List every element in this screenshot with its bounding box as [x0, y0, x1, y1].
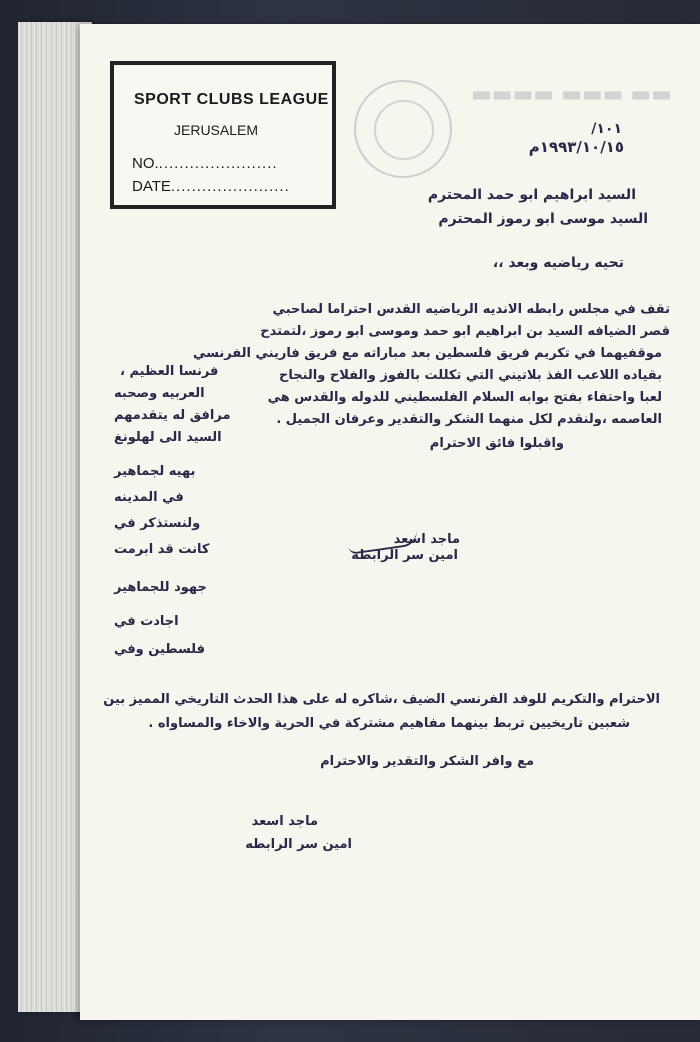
fragment-8: كانت قد ابرمت: [114, 542, 210, 557]
stamp-date-label: DATE: [132, 178, 171, 195]
closing-remark: واقبلوا فائق الاحترام: [429, 436, 564, 451]
body-line-2: قصر الضيافه السيد بن ابراهيم ابو حمد وموسى ابو رموز ،لتمتدح: [260, 324, 670, 339]
fragment-6: في المدينه: [114, 490, 184, 505]
stamp-number-field: [132, 155, 278, 172]
signatory-title: امين سر الرابطه: [351, 548, 458, 563]
lower-fragment-3: فلسطين وفي: [114, 642, 205, 657]
signatory2-title: امين سر الرابطه: [245, 837, 352, 852]
fragment-7: ولنستذكر في: [114, 516, 201, 531]
body-line-5: لعبا واحتفاء بفتح بوابه السلام الفلسطيني للدوله والقدس هي: [267, 390, 662, 405]
fragment-4: السيد الى لهلونغ: [114, 430, 222, 445]
body-line-3: موقفيهما في تكريم فريق فلسطين بعد مباراته مع فريق فاريني الفرنسي: [192, 346, 662, 361]
letter-date: ١٩٩٣/١٠/١٥م: [528, 138, 624, 156]
letter-page: [80, 24, 700, 1020]
signatory2-name: ماجد اسعد: [251, 814, 318, 829]
lower-body-line-1: الاحترام والتكريم للوفد الفرنسي الضيف ،شاكره له على هذا الحدث التاريخي المميز بين: [103, 692, 660, 707]
body-line-1: تقف في مجلس رابطه الانديه الرياضيه القدس احتراما لصاحبي: [272, 302, 670, 317]
fragment-2: العربيه وصحبه: [114, 386, 205, 401]
body-line-4: بقياده اللاعب الفذ بلاتيني التي تكللت بالفوز والفلاح والنجاح: [278, 368, 662, 383]
stamp-title: SPORT CLUBS LEAGUE: [134, 91, 329, 108]
seal-inner-ring: [374, 100, 434, 160]
stamp-date-dots: .......................: [170, 178, 290, 195]
recipient-2: السيد موسى ابو رموز المحترم: [438, 211, 648, 227]
stamp-city: JERUSALEM: [174, 122, 259, 138]
fragment-3: مرافق له يتقدمهم: [114, 408, 231, 423]
fragment-1: فرنسا العظيم ،: [120, 364, 219, 379]
reference-number: ١٠١/: [591, 121, 622, 137]
lower-fragment-2: اجادت في: [114, 614, 179, 629]
stamp-date-field: [132, 178, 290, 195]
lower-fragment-1: جهود للجماهير: [114, 580, 207, 595]
seal-emblem: [354, 80, 452, 178]
recipient-1: السيد ابراهيم ابو حمد المحترم: [427, 187, 636, 203]
lower-body-line-2: شعبين تاريخيين تربط بينهما مفاهيم مشتركة في الحرية والاخاء والمساواه .: [148, 716, 630, 731]
stamp-number-dots: .......................: [158, 155, 278, 172]
stamp-number-label: NO.: [132, 155, 159, 172]
sport-clubs-league-stamp: [110, 61, 336, 209]
signatory-name: ماجد اسعد: [393, 532, 460, 547]
body-line-6: العاصمه ،ولنقدم لكل منهما الشكر والتقدير وعرفان الجميل .: [276, 412, 662, 427]
letterhead-watermark: ▬▬ ▬▬▬ ▬▬▬▬: [470, 82, 672, 107]
final-thanks: مع وافر الشكر والتقدير والاحترام: [320, 754, 534, 769]
greeting: تحيه رياضيه وبعد ،،: [492, 255, 624, 271]
fragment-5: بهيه لجماهير: [114, 464, 196, 479]
